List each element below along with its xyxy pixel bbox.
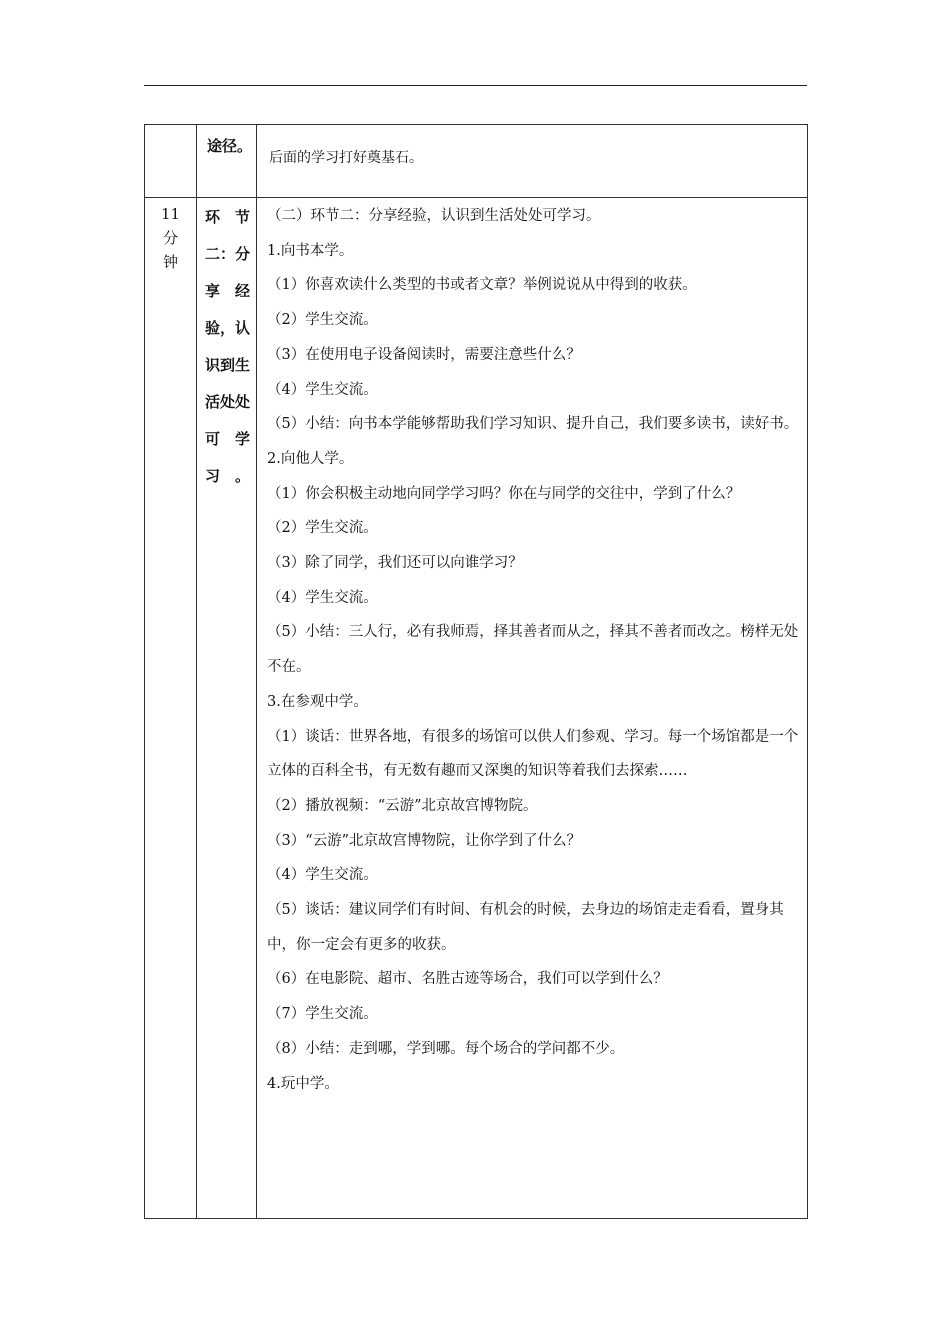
time-cell-empty [145, 125, 197, 198]
stage-name: 环节二：分享经验，认识到生活处处可学习。 [205, 208, 251, 485]
content-line: （1）你喜欢读什么类型的书或者文章？举例说说从中得到的收获。 [267, 277, 697, 294]
content-line: （7）学生交流。 [267, 1006, 378, 1023]
content-line: （2）播放视频：“云游”北京故宫博物院。 [267, 797, 538, 814]
content-line: （2）学生交流。 [267, 520, 378, 537]
content-cell [257, 198, 808, 1219]
content-line: （4）学生交流。 [267, 867, 378, 884]
content-line: （5）小结：向书本学能够帮助我们学习知识、提升自己，我们要多读书，读好书。 [267, 416, 799, 433]
content-line: （4）学生交流。 [267, 381, 378, 398]
time-cell [145, 198, 197, 1219]
content-line: 4.玩中学。 [267, 1075, 339, 1092]
content-line: （3）“云游”北京故宫博物院，让你学到了什么？ [267, 832, 582, 849]
content-lines [257, 198, 807, 1101]
content-line: （二）环节二：分享经验，认识到生活处处可学习。 [267, 208, 601, 224]
content-text: 后面的学习打好奠基石。 [269, 150, 423, 166]
content-cell [257, 125, 808, 198]
content-line: （6）在电影院、超市、名胜古迹等场合，我们可以学到什么？ [267, 971, 668, 988]
stage-cell [197, 198, 257, 1219]
table-row [145, 125, 808, 198]
content-line: （4）学生交流。 [267, 589, 378, 606]
content-line: （5）谈话：建议同学们有时间、有机会的时候，去身边的场馆走走看看，置身其中，你一定会有更多的收获。 [267, 902, 784, 953]
stage-name-tail: 途径。 [207, 137, 253, 155]
table-row [145, 198, 808, 1219]
duration: 11分钟 [160, 205, 181, 271]
header-rule [144, 85, 807, 86]
content-line: 2.向他人学。 [267, 450, 354, 467]
content-line: 1.向书本学。 [267, 242, 354, 259]
content-line: （8）小结：走到哪，学到哪。每个场合的学问都不少。 [267, 1040, 625, 1057]
content-line: （1）你会积极主动地向同学学习吗？你在与同学的交往中，学到了什么？ [267, 485, 741, 502]
content-line: （3）除了同学，我们还可以向谁学习？ [267, 555, 523, 572]
content-line: （3）在使用电子设备阅读时，需要注意些什么？ [267, 346, 581, 363]
content-line: 3.在参观中学。 [267, 693, 368, 710]
stage-cell [197, 125, 257, 198]
content-line: （5）小结：三人行，必有我师焉，择其善者而从之，择其不善者而改之。榜样无处不在。 [267, 624, 799, 676]
content-line: （1）谈话：世界各地，有很多的场馆可以供人们参观、学习。每一个场馆都是一个立体的百科全书，有无数有趣而又深奥的知识等着我们去探索…… [267, 728, 799, 780]
content-line: （2）学生交流。 [267, 312, 378, 329]
lesson-plan-table [144, 124, 808, 1219]
